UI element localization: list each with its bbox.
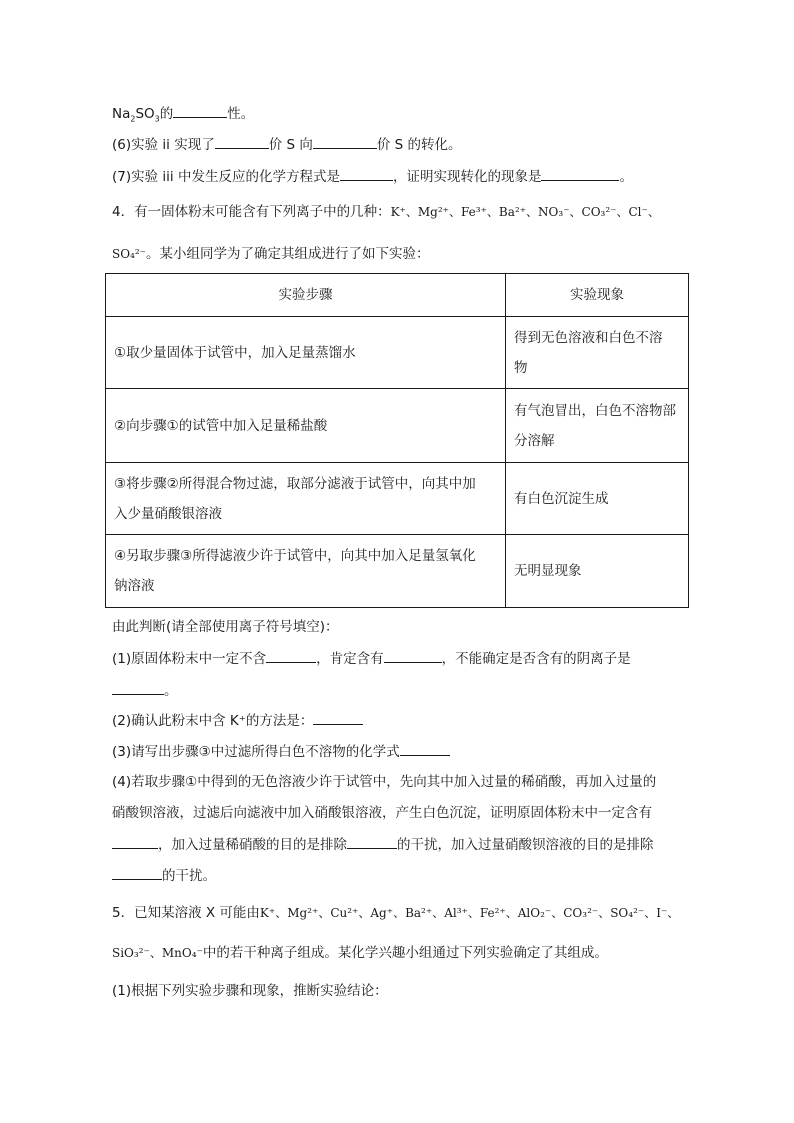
answer-blank[interactable] xyxy=(112,680,164,695)
experiment-table xyxy=(105,273,689,608)
answer-blank[interactable] xyxy=(313,134,377,149)
q5-intro-2: SiO₃²⁻、MnO₄⁻中的若干种离子组成。某化学兴趣小组通过下列实验确定了其组成。 xyxy=(112,945,608,961)
observation-cell: 有白色沉淀生成 xyxy=(506,463,689,535)
step-cell: ①取少量固体于试管中，加入足量蒸馏水 xyxy=(106,317,506,389)
step-cell: ③将步骤②所得混合物过滤，取部分滤液于试管中，向其中加 入少量硝酸银溶液 xyxy=(106,463,506,535)
q4-p3: (3)请写出步骤③中过滤所得白色不溶物的化学式 xyxy=(112,741,450,762)
q5-intro: 5．已知某溶液 X 可能由K⁺、Mg²⁺、Cu²⁺、Ag⁺、Ba²⁺、Al³⁺、Fe²⁺、AlO₂⁻、CO₃²⁻、SO₄²⁻、I⁻、 xyxy=(112,905,680,921)
table-row xyxy=(106,463,689,535)
answer-blank[interactable] xyxy=(173,103,227,118)
q4-p4-l2: 硝酸钡溶液，过滤后向滤液中加入硝酸银溶液，产生白色沉淀，证明原固体粉末中一定含有 xyxy=(112,805,652,821)
answer-blank[interactable] xyxy=(340,166,393,181)
q4-intro-2: SO₄²⁻。某小组同学为了确定其组成进行了如下实验： xyxy=(112,246,430,262)
observation-cell: 有气泡冒出，白色不溶物部 分溶解 xyxy=(506,389,689,463)
q4-judge: 由此判断(请全部使用离子符号填空)： xyxy=(112,619,339,635)
answer-blank[interactable] xyxy=(112,834,158,849)
header-step: 实验步骤 xyxy=(106,274,506,317)
q4-p1-cont: 。 xyxy=(112,680,178,701)
q3-line1: $Na_2SO_3$的 性。 xyxy=(112,103,254,124)
table-row xyxy=(106,535,689,608)
answer-blank[interactable] xyxy=(347,834,397,849)
table-row xyxy=(106,317,689,389)
q4-p2: (2)确认此粉末中含 K⁺的方法是： xyxy=(112,710,363,731)
q3-p7: (7)实验 iii 中发生反应的化学方程式是 ，证明实现转化的现象是 。 xyxy=(112,166,633,187)
step-cell: ②向步骤①的试管中加入足量稀盐酸 xyxy=(106,389,506,463)
q4-p4-l4: 的干扰。 xyxy=(112,865,216,886)
table-header-row xyxy=(106,274,689,317)
observation-cell: 无明显现象 xyxy=(506,535,689,608)
q4-intro: 4．有一固体粉末可能含有下列离子中的几种：K⁺、Mg²⁺、Fe³⁺、Ba²⁺、NO₃⁻、CO₃²⁻、Cl⁻、 xyxy=(112,204,660,220)
answer-blank[interactable] xyxy=(112,865,162,880)
answer-blank[interactable] xyxy=(266,648,316,663)
q4-p4-l3: ，加入过量稀硝酸的目的是排除 的干扰，加入过量硝酸钡溶液的目的是排除 xyxy=(112,834,654,855)
answer-blank[interactable] xyxy=(400,741,450,756)
q4-p4-l1: (4)若取步骤①中得到的无色溶液少许于试管中，先向其中加入过量的稀硝酸，再加入过量的 xyxy=(112,774,657,790)
q5-p1: (1)根据下列实验步骤和现象，推断实验结论： xyxy=(112,983,388,999)
table-row xyxy=(106,389,689,463)
header-observation: 实验现象 xyxy=(506,274,689,317)
answer-blank[interactable] xyxy=(215,134,269,149)
q3-p6: (6)实验 ii 实现了 价 S 向 价 S 的转化。 xyxy=(112,134,462,155)
step-cell: ④另取步骤③所得滤液少许于试管中，向其中加入足量氢氧化 钠溶液 xyxy=(106,535,506,608)
answer-blank[interactable] xyxy=(384,648,442,663)
answer-blank[interactable] xyxy=(313,710,363,725)
answer-blank[interactable] xyxy=(541,166,619,181)
observation-cell: 得到无色溶液和白色不溶 物 xyxy=(506,317,689,389)
q4-p1: (1)原固体粉末中一定不含 ，肯定含有 ，不能确定是否含有的阴离子是 xyxy=(112,648,631,669)
